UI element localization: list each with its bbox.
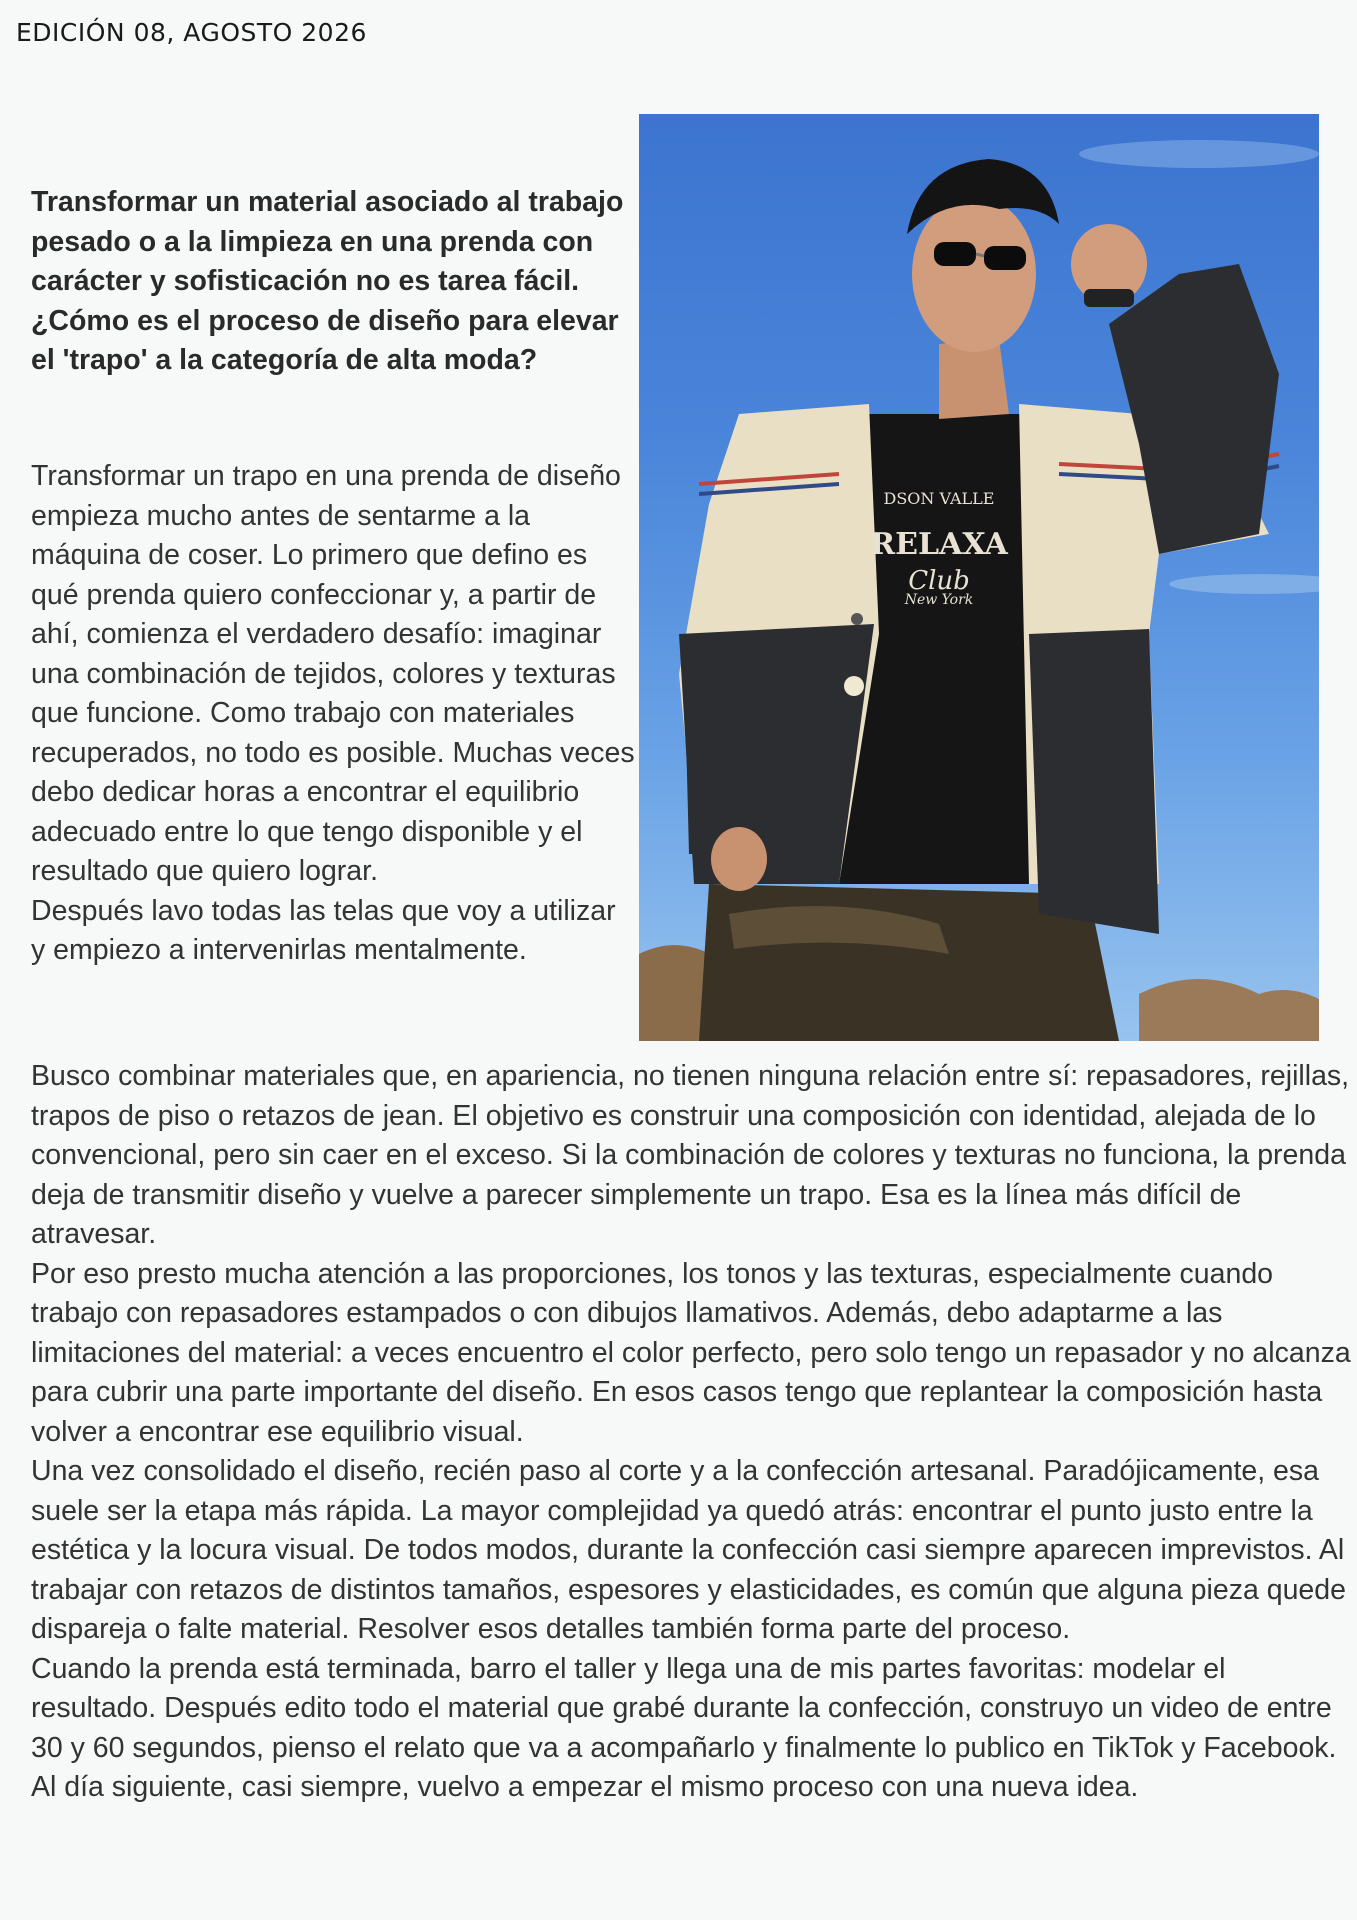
- shirt-print-line3: Club: [908, 566, 970, 596]
- answer-paragraph: Transformar un trapo en una prenda de diseño empieza mucho antes de sentarme a la máquina de coser. Lo primero que defino es qué prenda quiero confeccionar y, a partir de ahí, comienza el verdadero desafío: imaginar una combinación de tejidos, colores y texturas que funcione. Como trabajo con materiales recuperados, no todo es posible. Muchas veces debo dedicar horas a encontrar el equilibrio adecuado entre lo que tengo disponible y el resultado que quiero lograr.: [31, 460, 635, 887]
- shirt-print-line2: RELAXA: [870, 527, 1008, 562]
- answer-paragraph: Busco combinar materiales que, en apariencia, no tienen ninguna relación entre sí: repasadores, rejillas, trapos de piso o retazos de jean. El objetivo es construir una composición con identidad, alejada de lo convencional, pero sin caer en el exceso. Si la combinación de colores y texturas no funciona, la prenda deja de transmitir diseño y vuelve a parecer simplemente un trapo. Esa es la línea más difícil de atravesar.: [31, 1060, 1350, 1250]
- answer-paragraph: Una vez consolidado el diseño, recién paso al corte y a la confección artesanal. Paradójicamente, esa suele ser la etapa más rápida. La mayor complejidad ya quedó atrás: encontrar el punto justo entre la estética y la locura visual. De todos modos, durante la confección casi siempre aparecen imprevistos. Al trabajar con retazos de distintos tamaños, espesores y elasticidades, es común que alguna pieza quede dispareja o falte material. Resolver esos detalles también forma parte del proceso.: [31, 1455, 1346, 1645]
- edition-label: EDICIÓN 08, AGOSTO 2026: [16, 18, 367, 47]
- model-illustration: [639, 114, 1319, 1041]
- answer-body: [31, 1057, 1351, 1808]
- answer-paragraph: Por eso presto mucha atención a las proporciones, los tonos y las texturas, especialmente cuando trabajo con repasadores estampados o con dibujos llamativos. Además, debo adaptarme a las limitaciones del material: a veces encuentro el color perfecto, pero solo tengo un repasador y no alcanza para cubrir una parte importante del diseño. En esos casos tengo que replantear la composición hasta volver a encontrar ese equilibrio visual.: [31, 1257, 1351, 1448]
- shirt-print-line4: New York: [904, 592, 974, 608]
- answer-paragraph: Después lavo todas las telas que voy a utilizar y empiezo a intervenirlas mentalmente.: [31, 894, 616, 966]
- model-photo: [639, 114, 1319, 1041]
- answer-intro: [31, 457, 636, 971]
- interview-question: Transformar un material asociado al trabajo pesado o a la limpieza en una prenda con carácter y sofisticación no es tarea fácil. ¿Cómo es el proceso de diseño para elevar el 'trapo' a la categoría de alta moda?: [31, 186, 624, 376]
- answer-paragraph: Cuando la prenda está terminada, barro el taller y llega una de mis partes favoritas: modelar el resultado. Después edito todo el material que grabé durante la confección, construyo un video de entre 30 y 60 segundos, pienso el relato que va a acompañarlo y finalmente lo publico en TikTok y Facebook. Al día siguiente, casi siempre, vuelvo a empezar el mismo proceso con una nueva idea.: [31, 1652, 1337, 1803]
- shirt-print-line1: DSON VALLE: [883, 489, 995, 508]
